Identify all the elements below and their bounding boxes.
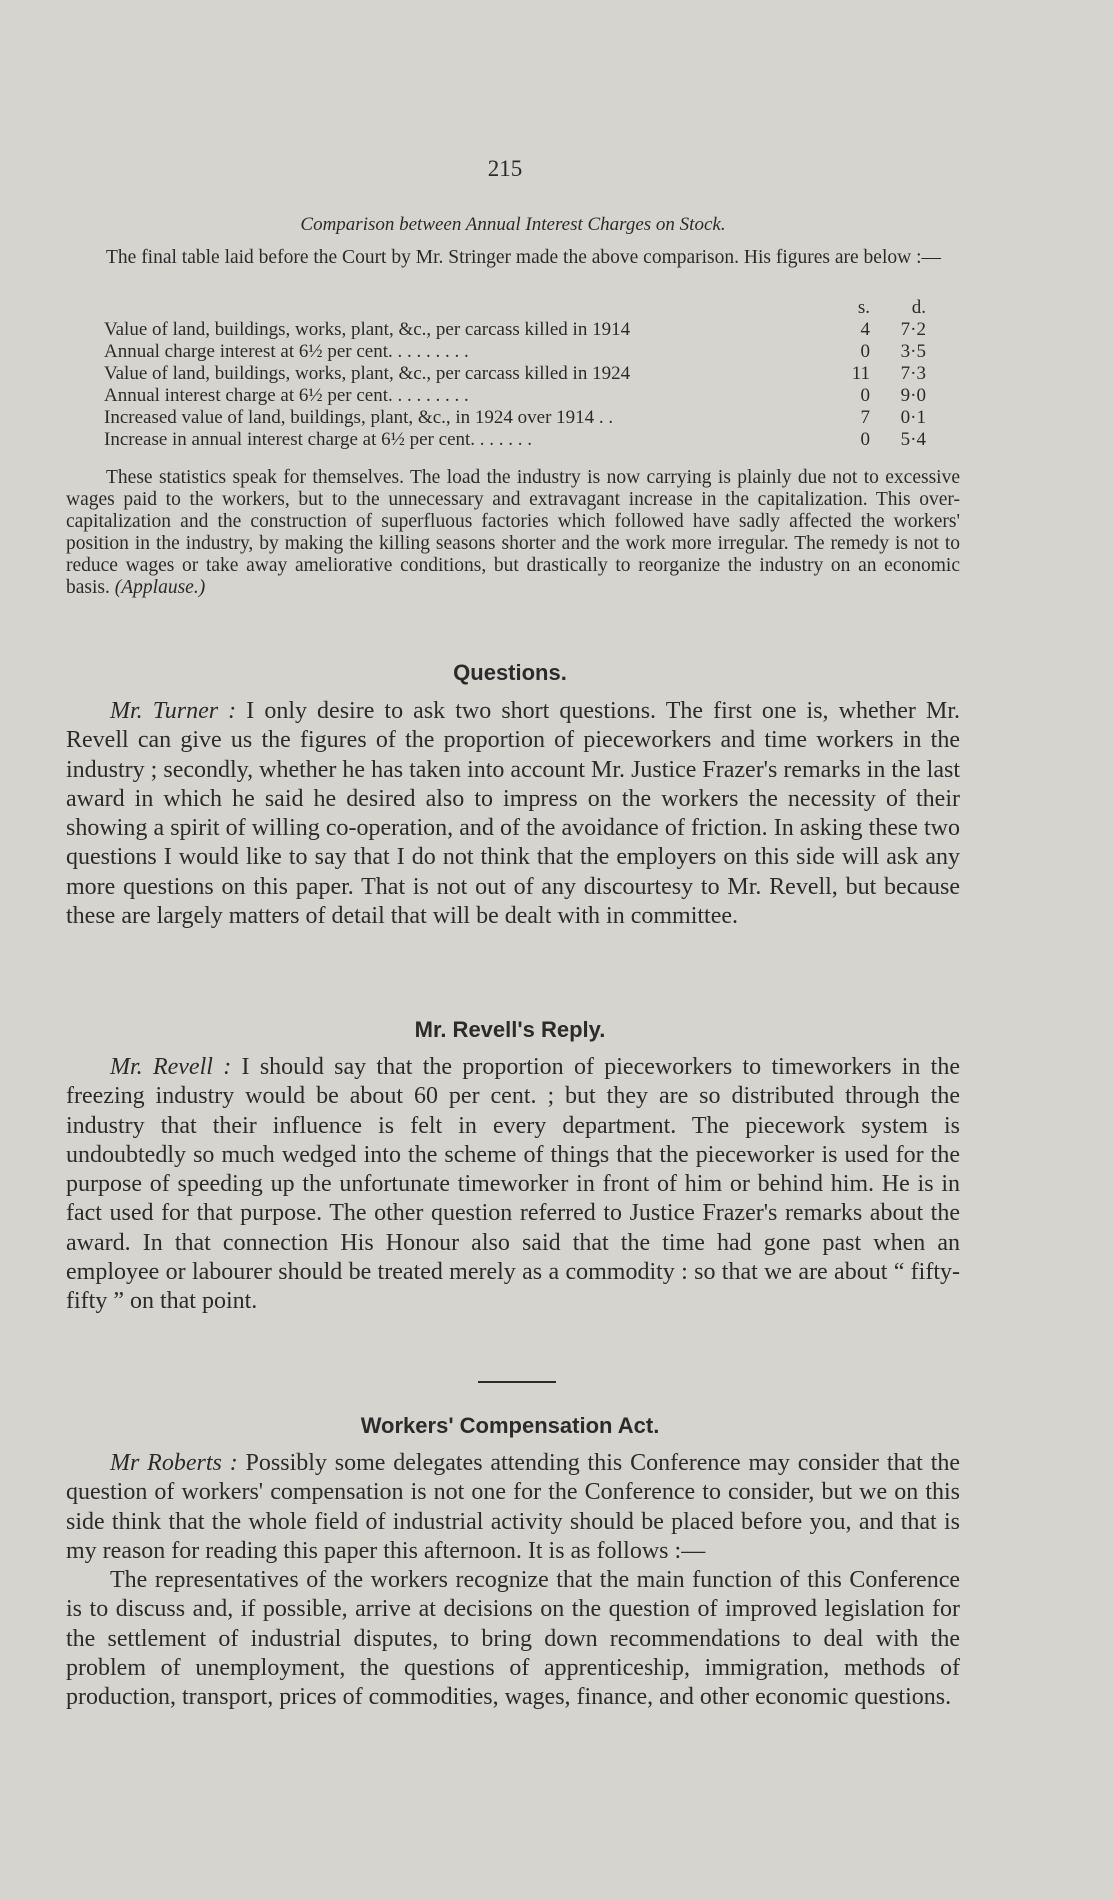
table-row [104,363,926,385]
row-shillings: 0 [860,429,870,450]
table-row [104,341,926,363]
col-header-pence: d. [911,297,926,318]
reply-text: I should say that the proportion of pieceworkers to timeworkers in the freezing industry would be about 60 per cent. ; but they are so distributed through the industry that their influence is felt in every department. The piecework system is undoubtedly so much wedged into the scheme of things that the pieceworker is used for the purpose of speeding up the unfortunate timeworker in front of him or behind him. He is in fact used for that purpose. The other question referred to Justice Frazer's remarks about the award. In that connection His Honour also said that the time had gone past when an employee or labourer should be treated merely as a commodity : so that we are about “ fifty-fifty ” on that point. [66,1054,961,1315]
row-pence: 5·4 [900,429,926,450]
row-label: Value of land, buildings, works, plant, &c., per carcass killed in 1914 [104,319,631,340]
compensation-heading: Workers' Compensation Act. [360,1413,660,1438]
row-shillings: 4 [860,319,870,340]
reply-section [66,1053,960,1317]
comparison-intro [66,247,960,269]
row-label: Annual charge interest at 6½ per cent. . . . . . . . . [104,341,469,362]
table-row [104,385,926,407]
questions-heading: Questions. [453,660,567,685]
table-row [104,319,926,341]
speaker-name: Mr Roberts : [110,1450,238,1476]
table-row [104,407,926,429]
questions-section [66,697,960,931]
col-header-shillings: s. [857,297,870,318]
row-shillings: 0 [860,385,870,406]
page-number: 215 [487,156,523,181]
row-label: Increased value of land, buildings, plant, &c., in 1924 over 1914 . . [104,407,614,428]
compensation-paragraph-2: The representatives of the workers recognize that the main function of this Conference is to discuss and, if possible, arrive at decisions on the question of improved legislation for the settlement of industrial disputes, to bring down recommendations to deal with the problem of unemployment, the questions of apprenticeship, immigration, methods of production, transport, prices of commodities, wages, finance, and other economic questions. [66,1567,960,1711]
table-row [104,429,926,451]
row-label: Value of land, buildings, works, plant, &c., per carcass killed in 1924 [104,363,631,384]
table-header-row [104,297,926,319]
statistics-text: These statistics speak for themselves. The load the industry is now carrying is plainly due not to excessive wages paid to the workers, but to the unnecessary and extravagant increase in the capitalization. This over-capitalization and the construction of superfluous factories which followed have sadly affected the workers' position in the industry, by making the killing seasons shorter and the work more irregular. The remedy is not to reduce wages or take away ameliorative conditions, but drastically to reorganize the industry on an economic basis. [66,467,960,598]
row-label: Increase in annual interest charge at 6½ per cent. . . . . . . [104,429,533,450]
row-pence: 7·2 [900,319,926,340]
questions-text: I only desire to ask two short questions. The first one is, whether Mr. Revell can give us the figures of the proportion of pieceworkers and time workers in the industry ; secondly, whether he has taken into account Mr. Justice Frazer's remarks in the last award in which he said he desired also to impress on the workers the necessity of their showing a spirit of willing co-operation, and of the avoidance of friction. In asking these two questions I would like to say that I do not think that the employers on this side will ask any more questions on this paper. That is not out of any discourtesy to Mr. Revell, but because these are largely matters of detail that will be dealt with in committee. [66,698,960,930]
section-divider [478,1381,556,1383]
comparison-intro-text: The final table laid before the Court by Mr. Stringer made the above comparison. His figures are below :— [106,247,942,268]
applause-note: (Applause.) [114,577,206,598]
comparison-table [104,297,926,451]
speaker-name: Mr. Revell : [110,1054,232,1080]
row-pence: 7·3 [900,363,926,384]
row-pence: 0·1 [900,407,926,428]
row-shillings: 11 [851,363,870,384]
row-label: Annual interest charge at 6½ per cent. . . . . . . . . [104,385,469,406]
row-pence: 9·0 [900,385,926,406]
table-caption: Comparison between Annual Interest Charges on Stock. [300,214,726,235]
row-pence: 3·5 [900,341,926,362]
compensation-text: Possibly some delegates attending this Conference may consider that the question of workers' compensation is not one for the Conference to consider, but we on this side think that the whole field of industrial activity should be placed before you, and that is my reason for reading this paper this afternoon. It is as follows :— [66,1450,961,1564]
compensation-section [66,1449,960,1713]
row-shillings: 0 [860,341,870,362]
row-shillings: 7 [860,407,870,428]
speaker-name: Mr. Turner : [110,698,237,724]
reply-heading: Mr. Revell's Reply. [414,1017,606,1042]
statistics-paragraph [66,467,960,599]
